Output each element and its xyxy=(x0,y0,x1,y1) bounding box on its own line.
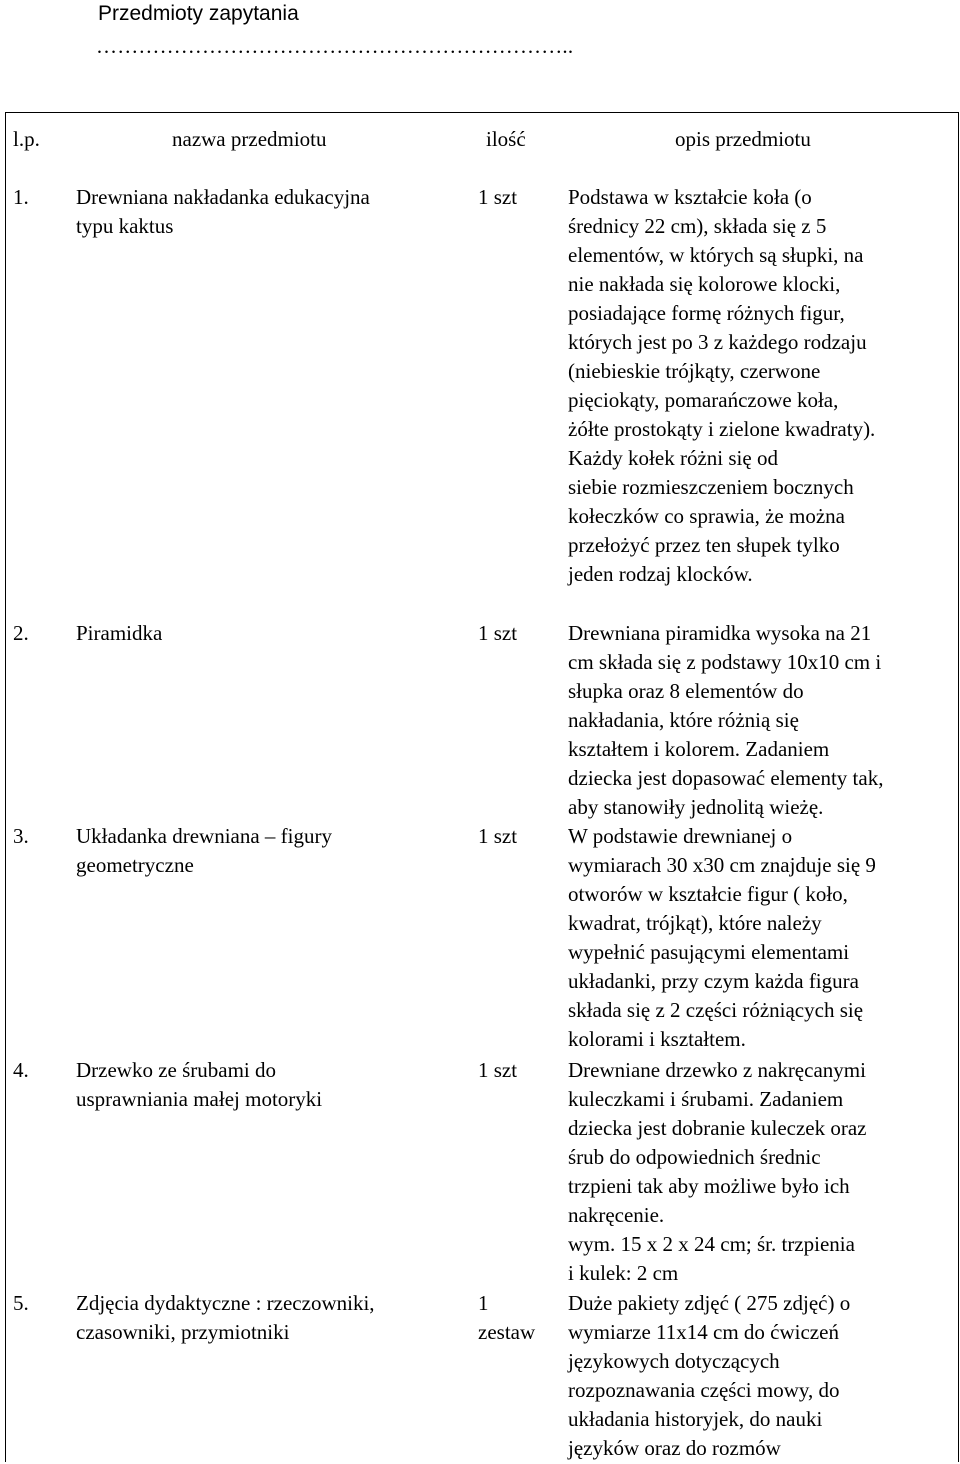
row-2-name: Piramidka xyxy=(76,621,163,645)
row-3-qty: 1 szt xyxy=(478,824,518,848)
dotted-line: ………………………………………………………….. xyxy=(96,34,574,58)
row-4-number: 4. xyxy=(13,1058,29,1082)
row-4-name: Drzewko ze śrubami do usprawniania małej motoryki xyxy=(76,1058,323,1111)
row-5-description: Duże pakiety zdjęć ( 275 zdjęć) o wymiarze 11x14 cm do ćwiczeń językowych dotyczących rozpoznawania części mowy, do układania historyjek, do nauki języków oraz do rozmów xyxy=(568,1291,851,1460)
header-lp: l.p. xyxy=(13,127,40,151)
row-2-number: 2. xyxy=(13,621,29,645)
row-4-qty: 1 szt xyxy=(478,1058,518,1082)
row-1-number: 1. xyxy=(13,185,29,209)
row-5-number: 5. xyxy=(13,1291,29,1315)
row-4-description: Drewniane drzewko z nakręcanymi kuleczkami i śrubami. Zadaniem dziecka jest dobranie kuleczek oraz śrub do odpowiednich średnic trzpieni tak aby możliwe było ich nakręcenie. wym. 15 x 2 x 24 cm; śr. trzpienia i kulek: 2 cm xyxy=(568,1058,867,1285)
row-5-name: Zdjęcia dydaktyczne : rzeczowniki, czasowniki, przymiotniki xyxy=(76,1291,375,1344)
row-5-qty: 1 zestaw xyxy=(478,1291,536,1344)
row-1-qty: 1 szt xyxy=(478,185,518,209)
row-3-description: W podstawie drewnianej o wymiarach 30 x30 cm znajduje się 9 otworów w kształcie figur ( koło, kwadrat, trójkąt), które należy wypełnić pasującymi elementami układanki, przy czym każda figura składa się z 2 części różniących się kolorami i kształtem. xyxy=(568,824,876,1051)
header-name: nazwa przedmiotu xyxy=(172,127,327,151)
row-1-description: Podstawa w kształcie koła (o średnicy 22 cm), składa się z 5 elementów, w których są słupki, na nie nakłada się kolorowe klocki, posiadające formę różnych figur, których jest po 3 z każdego rodzaju (niebieskie trójkąty, czerwone pięciokąty, pomarańczowe koła, żółte prostokąty i zielone kwadraty). Każdy kołek różni się od siebie rozmieszczeniem bocznych kołeczków co sprawia, że można przełożyć przez ten słupek tylko jeden rodzaj klocków. xyxy=(568,185,876,586)
row-3-name: Układanka drewniana – figury geometryczne xyxy=(76,824,332,877)
page-heading: Przedmioty zapytania xyxy=(98,2,299,25)
row-1-name: Drewniana nakładanka edukacyjna typu kaktus xyxy=(76,185,370,238)
header-qty: ilość xyxy=(486,127,526,151)
row-3-number: 3. xyxy=(13,824,29,848)
header-desc: opis przedmiotu xyxy=(675,127,811,151)
row-2-qty: 1 szt xyxy=(478,621,518,645)
row-2-description: Drewniana piramidka wysoka na 21 cm składa się z podstawy 10x10 cm i słupka oraz 8 elementów do nakładania, które różnią się kształtem i kolorem. Zadaniem dziecka jest dopasować elementy tak, aby stanowiły jednolitą wieżę. xyxy=(568,621,884,819)
